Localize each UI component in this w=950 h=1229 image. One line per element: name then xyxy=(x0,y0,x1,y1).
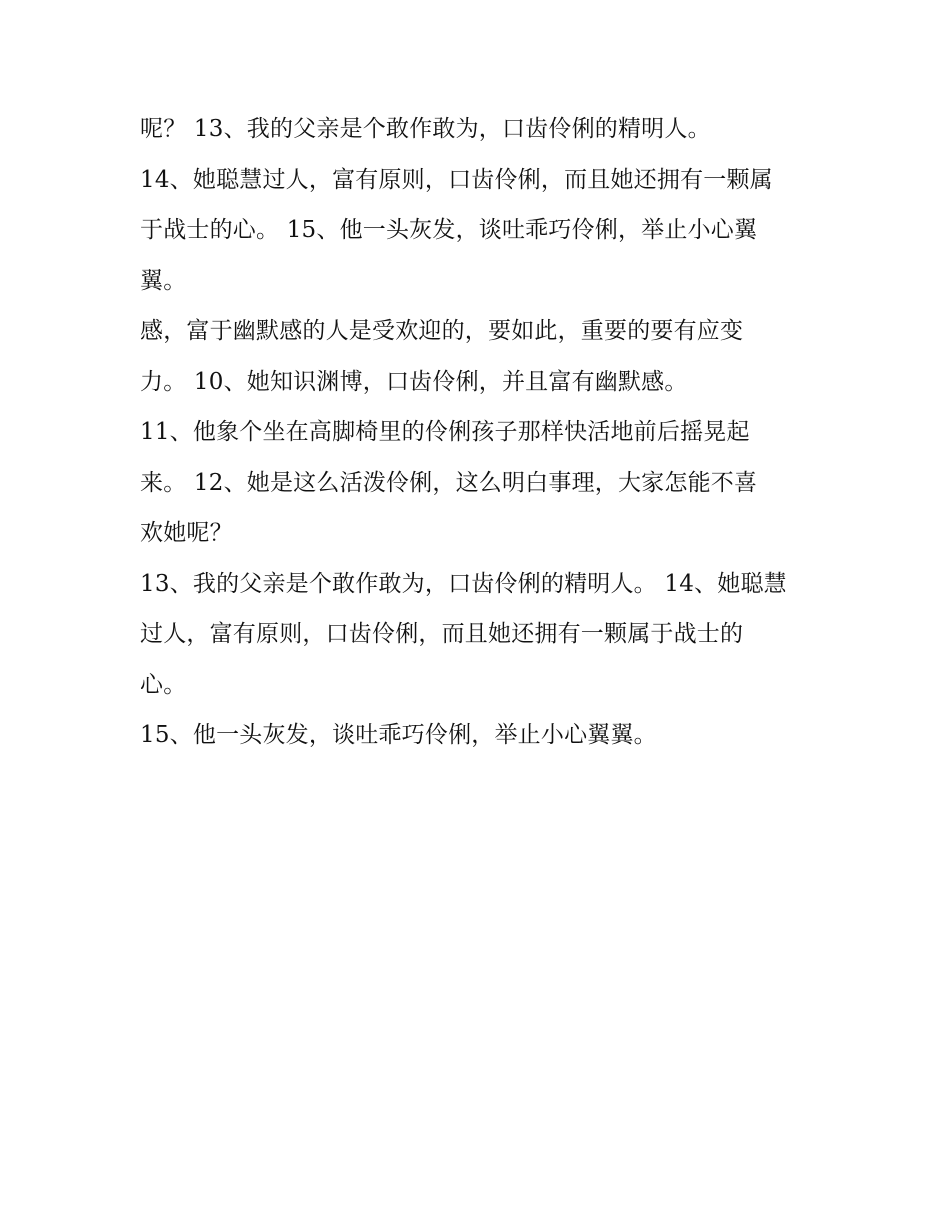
body-text xyxy=(140,104,830,761)
text-line: 过人，富有原则，口齿伶俐，而且她还拥有一颗属于战士的 xyxy=(140,621,744,647)
text-line: 呢？ 13、我的父亲是个敢作敢为，口齿伶俐的精明人。 xyxy=(140,116,711,142)
text-line: 14、她聪慧过人，富有原则，口齿伶俐，而且她还拥有一颗属 xyxy=(140,166,773,193)
text-line: 力。 10、她知识渊博，口齿伶俐，并且富有幽默感。 xyxy=(140,368,688,395)
text-line: 心。 xyxy=(140,671,187,698)
text-line: 欢她呢？ xyxy=(140,520,233,546)
text-line: 13、我的父亲是个敢作敢为，口齿伶俐的精明人。 14、她聪慧 xyxy=(140,570,787,597)
text-line: 来。 12、她是这么活泼伶俐，这么明白事理，大家怎能不喜 xyxy=(140,469,758,496)
text-line: 于战士的心。 15、他一头灰发，谈吐乖巧伶俐，举止小心翼 xyxy=(140,217,758,243)
text-line: 15、他一头灰发，谈吐乖巧伶俐，举止小心翼翼。 xyxy=(140,722,657,748)
text-line: 感，富于幽默感的人是受欢迎的，要如此，重要的要有应变 xyxy=(140,318,744,344)
text-line: 11、他象个坐在高脚椅里的伶俐孩子那样快活地前后摇晃起 xyxy=(140,419,750,445)
text-line: 翼。 xyxy=(140,267,187,294)
